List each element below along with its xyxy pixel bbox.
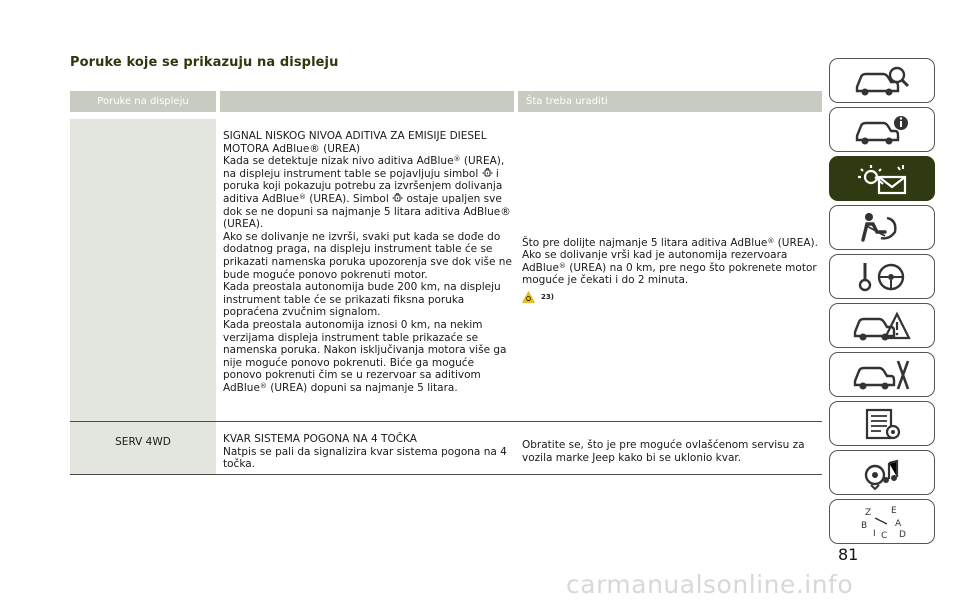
chapter-tab-multimedia[interactable] xyxy=(829,450,935,495)
chapter-tab-starting-driving[interactable] xyxy=(829,254,935,299)
svg-text:I: I xyxy=(873,528,876,539)
svg-text:A: A xyxy=(895,518,902,529)
action-cell xyxy=(514,119,822,421)
page-number: 81 xyxy=(838,545,859,564)
chapter-tab-emergency[interactable] xyxy=(829,303,935,348)
action-text: Obratite se, što je pre moguće ovlašćenom servisu za vozila marke Jeep kako bi se uklonio kvar. xyxy=(522,439,805,464)
car-info-icon xyxy=(851,112,913,148)
car-breakdown-icon xyxy=(851,308,913,344)
seat-airbag-icon xyxy=(851,210,913,246)
action-text: Što pre dolijte najmanje 5 litara aditiva AdBlue® (UREA). Ako se dolivanje vrši kad je autonomija rezervoara AdBlue® (UREA) na 0 km, pre nego što pokrenete motor moguće je čekati i do 2 minuta. xyxy=(522,236,818,287)
chapter-tab-car-search[interactable] xyxy=(829,58,935,103)
header-description xyxy=(220,91,514,112)
svg-text:E: E xyxy=(891,505,897,516)
table-row xyxy=(70,119,822,422)
chapter-tab-technical-data[interactable] xyxy=(829,401,935,446)
chapter-tab-warning-lights[interactable] xyxy=(829,156,935,201)
svg-text:B: B xyxy=(861,520,868,531)
table-header xyxy=(70,91,822,112)
display-message-cell: SERV 4WD xyxy=(70,422,216,474)
warning-light-message-icon xyxy=(851,161,913,197)
description-paragraph: Kada se detektuje nizak nivo aditiva AdBlue® (UREA), na displeju instrument table se pojavljuju simbol i poruka koji pokazuju potrebu za izvršenjem dolivanja aditiva AdBlue® (UREA). Simbol ostaje upaljen sve dok se ne dopuni sa najmanje 5 litara aditiva AdBlue® (UREA). xyxy=(223,155,511,231)
description-cell xyxy=(216,422,514,474)
warning-triangle-icon xyxy=(522,291,535,303)
messages-table xyxy=(70,91,822,475)
header-display-messages: Poruke na displeju xyxy=(70,91,216,112)
row-heading: SIGNAL NISKOG NIVOA ADITIVA ZA EMISIJE DIESEL MOTORA AdBlue® (UREA) xyxy=(223,130,487,155)
chapter-sidebar xyxy=(829,58,935,548)
action-cell xyxy=(514,422,822,474)
description-cell xyxy=(216,119,514,421)
chapter-tab-index[interactable] xyxy=(829,499,935,544)
svg-text:Z: Z xyxy=(865,507,872,518)
header-what-to-do: Šta treba uraditi xyxy=(518,91,822,112)
row-heading: KVAR SISTEMA POGONA NA 4 TOČKA xyxy=(223,433,417,445)
description-paragraph: Kada preostala autonomija iznosi 0 km, na nekim verzijama displeja instrument table prikazaće se namenska poruka. Nakon isključivanja motora više ga nije moguće ponovo pokrenuti. Biće ga moguće ponovo pokrenuti čim se u rezervoar sa aditivom AdBlue® (UREA) dopuni sa najmanje 5 litara. xyxy=(223,318,507,394)
car-service-tools-icon xyxy=(851,357,913,393)
adblue-warning-icon xyxy=(482,168,493,178)
technical-data-icon xyxy=(851,406,913,442)
chapter-tab-maintenance[interactable] xyxy=(829,352,935,397)
warning-ref-number: 23) xyxy=(541,292,554,301)
description-paragraph: Kada preostala autonomija bude 200 km, na displeju instrument table će se prikazati fiksna poruka popraćena zvučnim signalom. xyxy=(223,281,501,319)
watermark: carmanualsonline.info xyxy=(566,570,854,599)
car-search-icon xyxy=(851,63,913,99)
chapter-tab-safety[interactable] xyxy=(829,205,935,250)
warning-reference xyxy=(522,291,822,304)
page-title: Poruke koje se prikazuju na displeju xyxy=(70,55,339,70)
adblue-warning-icon xyxy=(392,193,403,203)
chapter-tab-car-info[interactable] xyxy=(829,107,935,152)
display-message-cell xyxy=(70,119,216,421)
multimedia-icon xyxy=(851,455,913,491)
alphabetical-index-icon xyxy=(851,504,913,540)
key-steering-wheel-icon xyxy=(851,259,913,295)
table-row xyxy=(70,422,822,475)
svg-text:C: C xyxy=(881,530,888,540)
svg-text:D: D xyxy=(899,529,906,540)
description-paragraph: Ako se dolivanje ne izvrši, svaki put kada se dođe do dodatnog praga, na displeju instrument table će se prikazati namenska poruka upozorenja sve dok više ne bude moguće ponovo pokrenuti motor. xyxy=(223,230,512,281)
description-paragraph: Natpis se pali da signalizira kvar sistema pogona na 4 točka. xyxy=(223,445,507,471)
